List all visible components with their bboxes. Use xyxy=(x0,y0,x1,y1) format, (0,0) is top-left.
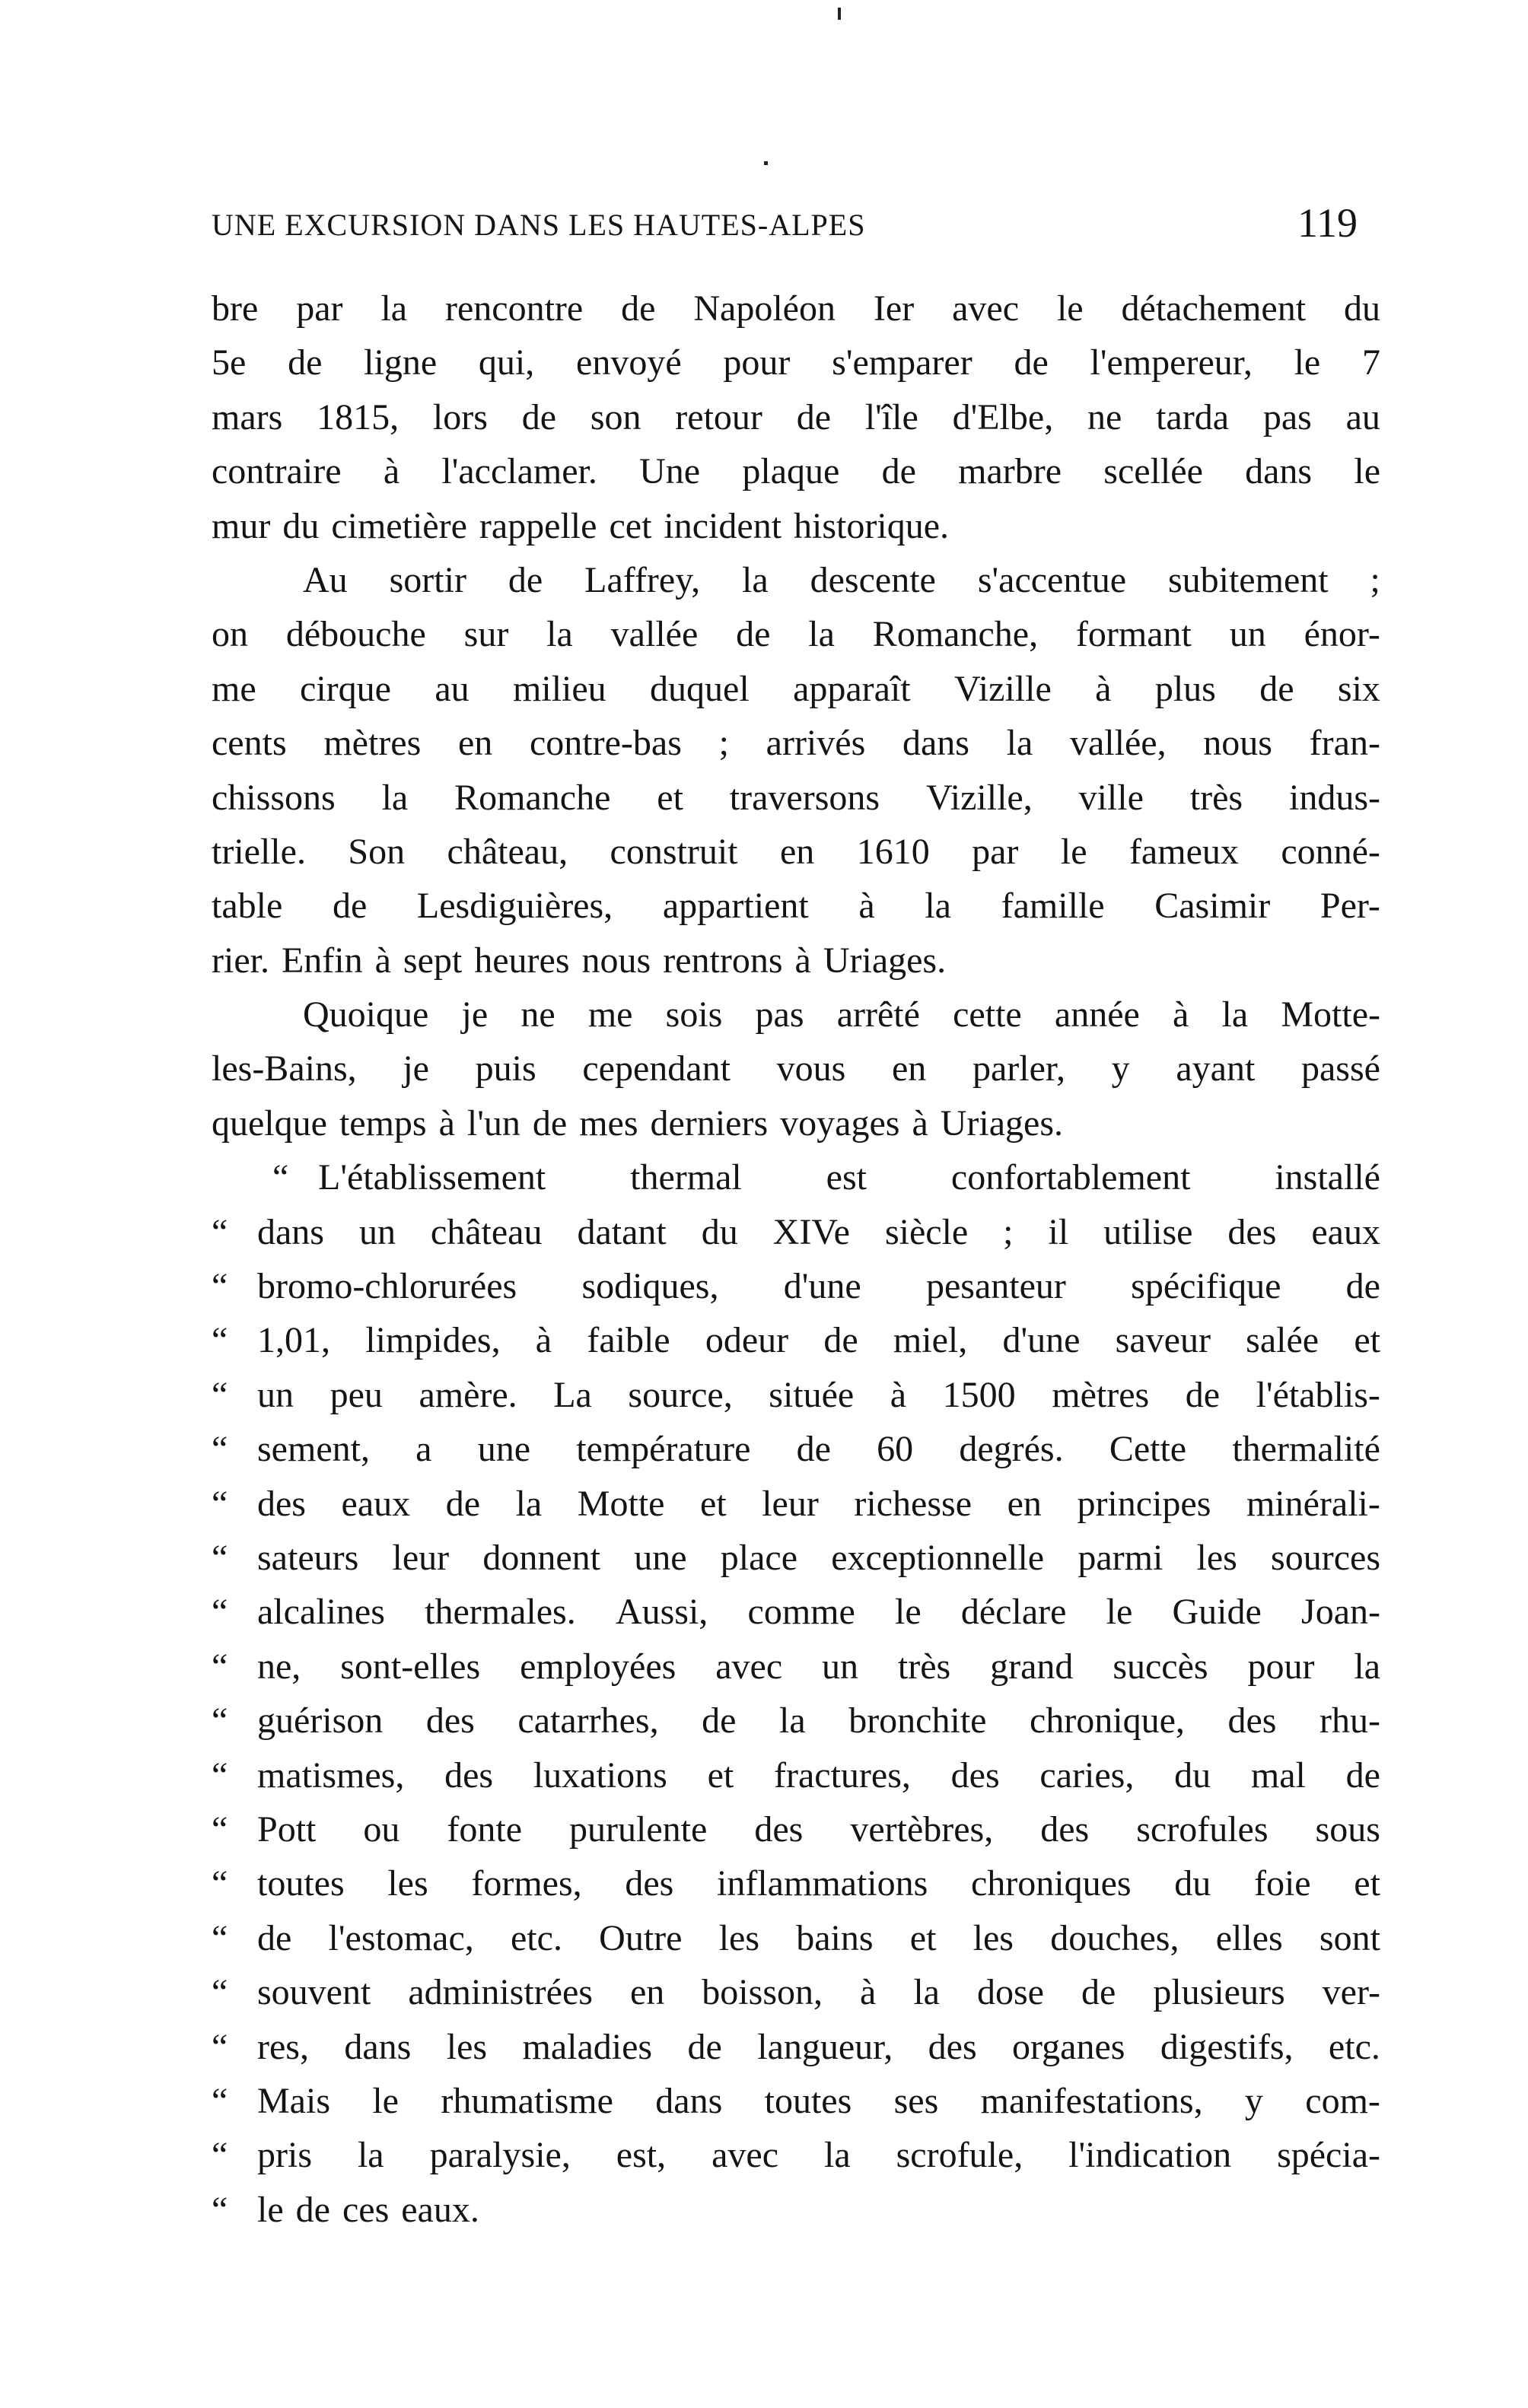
text-line: “ alcalines thermales. Aussi, comme le déclare le Guide Joan- xyxy=(212,1585,1380,1639)
text-line: “ le de ces eaux. xyxy=(212,2183,1380,2237)
quote-mark: “ xyxy=(212,1266,228,1307)
quote-mark: “ xyxy=(212,1754,228,1796)
text-line: on débouche sur la vallée de la Romanche, formant un énor- xyxy=(212,614,1380,655)
text-line: “ de l'estomac, etc. Outre les bains et les douches, elles sont xyxy=(212,1911,1380,1965)
quote-mark: “ xyxy=(212,2080,228,2121)
text-line: bre par la rencontre de Napoléon Ier avec le détachement du xyxy=(212,288,1380,329)
quote-mark: “ xyxy=(212,1429,228,1470)
text-line: “ bromo-chlorurées sodiques, d'une pesanteur spécifique de xyxy=(212,1259,1380,1313)
text-line: quelque temps à l'un de mes derniers voyages à Uriages. xyxy=(212,1102,1064,1144)
quote-mark: “ xyxy=(212,1537,228,1578)
text-line: table de Lesdiguières, appartient à la famille Casimir Per- xyxy=(212,886,1380,927)
text-line: 5e de ligne qui, envoyé pour s'emparer de l'empereur, le 7 xyxy=(212,342,1380,383)
quote-mark: “ xyxy=(212,1646,228,1687)
quote-mark: “ xyxy=(272,1157,289,1198)
text-line: “ res, dans les maladies de langueur, des organes digestifs, etc. xyxy=(212,2020,1380,2074)
quote-mark: “ xyxy=(212,1700,228,1742)
text-line: “ sateurs leur donnent une place exceptionnelle parmi les sources xyxy=(212,1531,1380,1585)
text-line: “ ne, sont-elles employées avec un très grand succès pour la xyxy=(212,1640,1380,1694)
text-line: “ des eaux de la Motte et leur richesse en principes minérali- xyxy=(212,1477,1380,1531)
text-line: “ pris la paralysie, est, avec la scrofule, l'indication spécia- xyxy=(212,2128,1380,2182)
ink-speck-top xyxy=(838,8,841,20)
text-line: “ Mais le rhumatisme dans toutes ses manifestations, y com- xyxy=(212,2074,1380,2128)
text-line: mars 1815, lors de son retour de l'île d'Elbe, ne tarda pas au xyxy=(212,396,1380,437)
quote-mark: “ xyxy=(212,1374,228,1415)
quote-mark: “ xyxy=(212,1917,228,1958)
ink-speck-small xyxy=(764,161,768,165)
quote-mark: “ xyxy=(212,1211,228,1252)
text-line: trielle. Son château, construit en 1610 par le fameux conné- xyxy=(212,831,1380,872)
text-line: “ guérison des catarrhes, de la bronchite chronique, des rhu- xyxy=(212,1694,1380,1748)
paragraph xyxy=(212,988,1380,1150)
paragraph xyxy=(212,1150,1380,2237)
quote-mark: “ xyxy=(212,1972,228,2013)
text-line: Quoique je ne me sois pas arrêté cette année à la Motte- xyxy=(303,994,1380,1035)
quote-mark: “ xyxy=(212,2135,228,2176)
page-number: 119 xyxy=(1297,200,1358,246)
quote-mark: “ xyxy=(212,1320,228,1361)
quote-mark: “ xyxy=(212,1483,228,1524)
text-line: “ dans un château datant du XIVe siècle ; il utilise des eaux xyxy=(212,1205,1380,1259)
text-line: “ un peu amère. La source, située à 1500 mètres de l'établis- xyxy=(212,1368,1380,1422)
quote-mark: “ xyxy=(212,1863,228,1904)
text-line: “ Pott ou fonte purulente des vertèbres, des scrofules sous xyxy=(212,1802,1380,1856)
text-line: rier. Enfin à sept heures nous rentrons à Uriages. xyxy=(212,940,947,981)
text-line: “ toutes les formes, des inflammations chroniques du foie et xyxy=(212,1856,1380,1910)
paragraph xyxy=(212,282,1380,553)
text-line: “ 1,01, limpides, à faible odeur de miel, d'une saveur salée et xyxy=(212,1313,1380,1367)
quote-mark: “ xyxy=(212,2189,228,2230)
text-line: “ souvent administrées en boisson, à la dose de plusieurs ver- xyxy=(212,1965,1380,2019)
running-title: UNE EXCURSION DANS LES HAUTES-ALPES xyxy=(212,208,866,242)
text-line: Au sortir de Laffrey, la descente s'accentue subitement ; xyxy=(303,559,1380,600)
text-line: les-Bains, je puis cependant vous en parler, y ayant passé xyxy=(212,1048,1380,1089)
text-line: “ matismes, des luxations et fractures, des caries, du mal de xyxy=(212,1748,1380,1802)
paragraph xyxy=(212,553,1380,988)
body-text xyxy=(212,282,1380,2237)
text-line: mur du cimetière rappelle cet incident historique. xyxy=(212,505,950,546)
text-line: contraire à l'acclamer. Une plaque de marbre scellée dans le xyxy=(212,451,1380,492)
quote-mark: “ xyxy=(212,1592,228,1633)
page-header xyxy=(212,199,1380,245)
quote-mark: “ xyxy=(212,2026,228,2067)
text-line: cents mètres en contre-bas ; arrivés dans la vallée, nous fran- xyxy=(212,723,1380,764)
text-line: chissons la Romanche et traversons Vizille, ville très indus- xyxy=(212,777,1380,818)
quote-mark: “ xyxy=(212,1808,228,1850)
text-line: “ L'établissement thermal est confortablement installé xyxy=(212,1150,1380,1204)
text-line: me cirque au milieu duquel apparaît Vizille à plus de six xyxy=(212,668,1380,709)
text-line: “ sement, a une température de 60 degrés. Cette thermalité xyxy=(212,1422,1380,1476)
